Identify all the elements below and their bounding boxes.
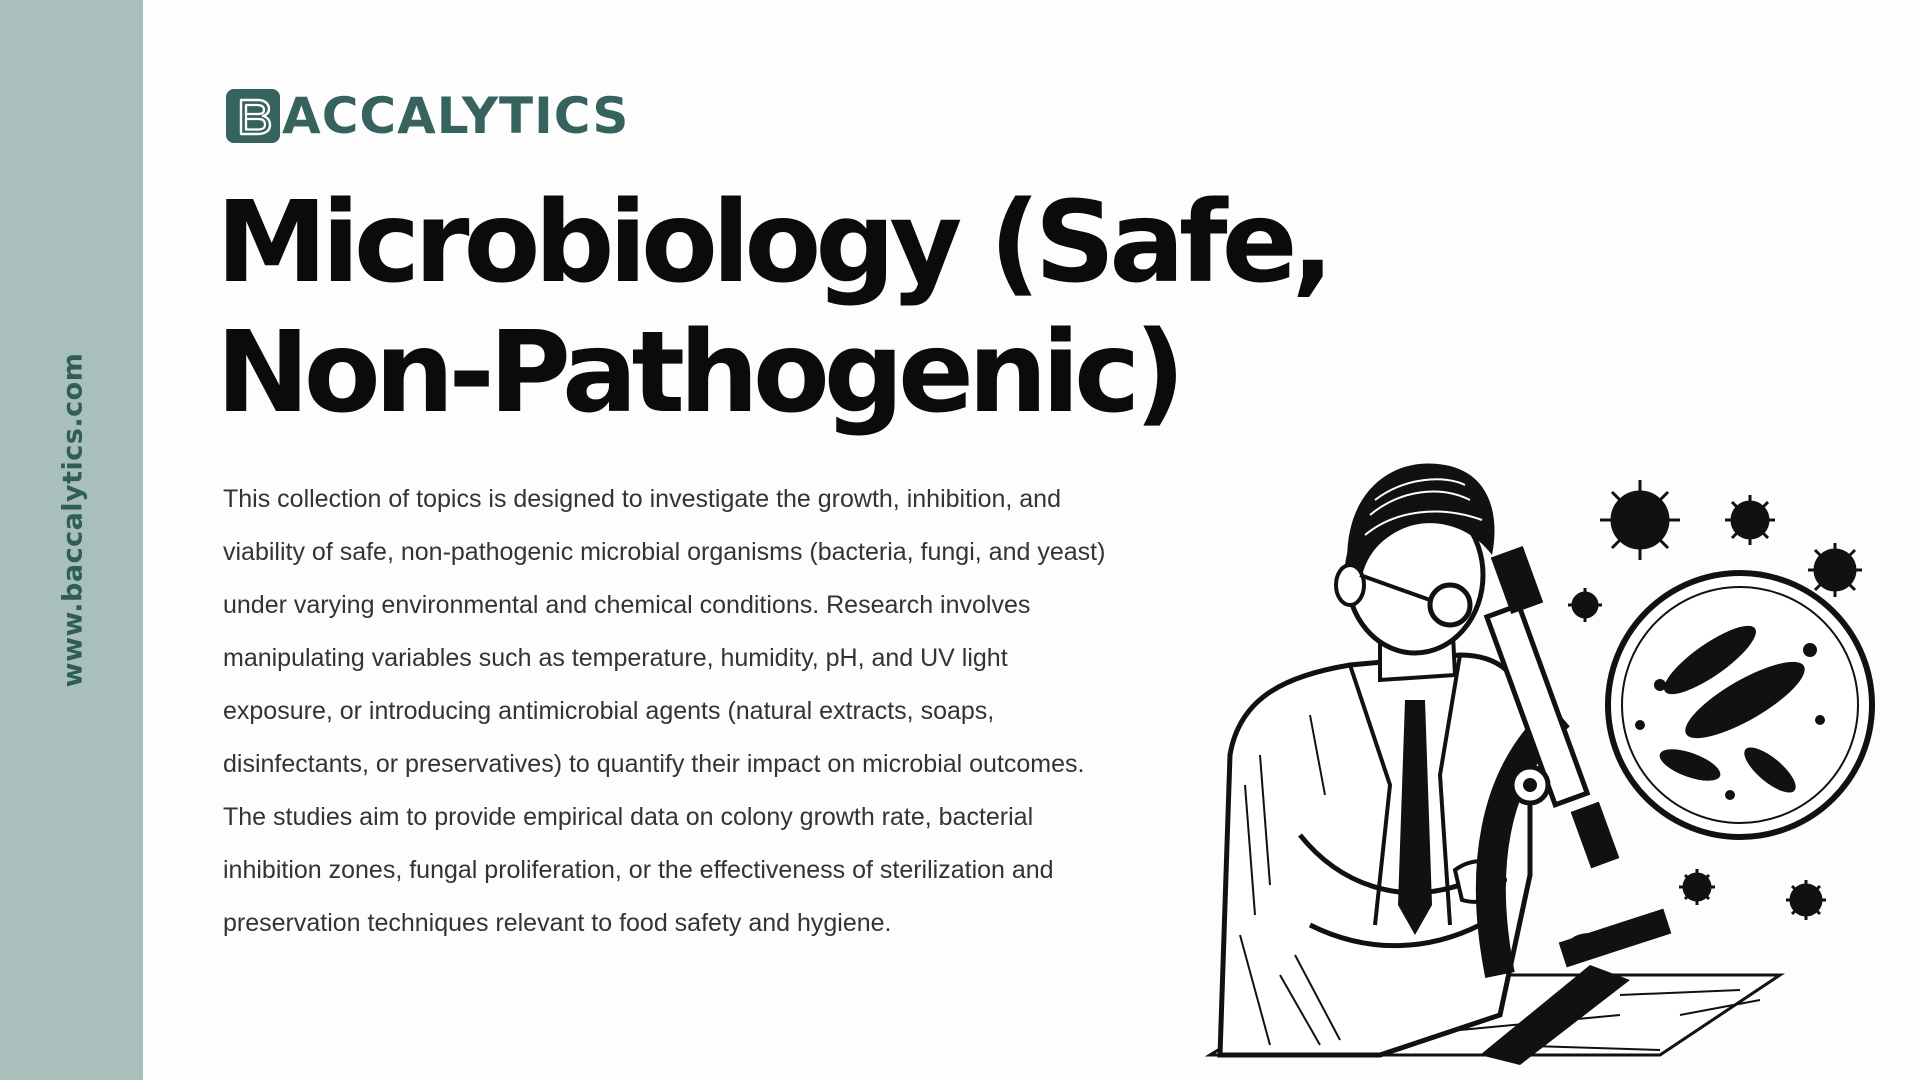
petri-dish-icon	[1608, 573, 1872, 837]
topic-description: This collection of topics is designed to investigate the growth, inhibition, and viability of safe, non-pathogenic microbial organisms (bacteria, fungi, and yeast) under varying environmental and chemical conditions. Research involves manipulating variables such as temperature, humidity, pH, and UV light exposure, or introducing antimicrobial agents (natural extracts, soaps, disinfectants, or preservatives) to quantify their impact on microbial outcomes. The studies aim to provide empirical data on colony growth rate, bacterial inhibition zones, fungal proliferation, or the effectiveness of sterilization and preservation techniques relevant to food safety and hygiene.	[223, 485, 1106, 937]
logo-b-icon	[226, 89, 280, 143]
sidebar	[0, 0, 143, 1080]
website-url: www.baccalytics.com	[57, 352, 89, 688]
logo	[226, 88, 629, 144]
scientist-microscope-illustration	[1200, 455, 1880, 1075]
page-title: Microbiology (Safe, Non-Pathogenic)	[216, 178, 1329, 438]
logo-wordmark: ACCALYTICS	[282, 87, 630, 145]
